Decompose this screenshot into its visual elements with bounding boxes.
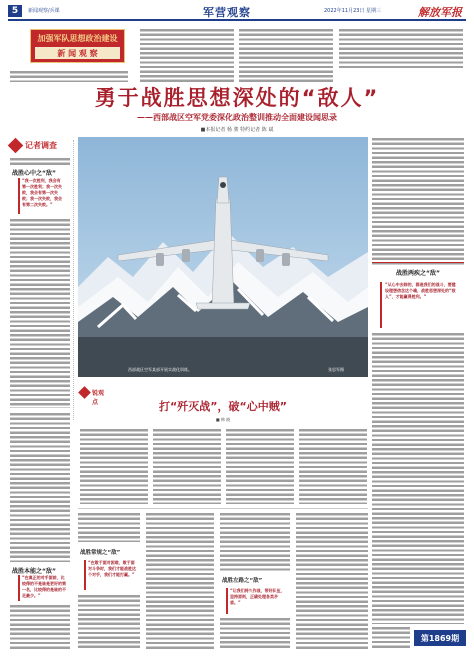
bottom-quote-left [84,560,138,590]
left-quote-1 [18,178,62,214]
byline: ■本报记者 杨 骏 特约记者 陈 斌 [200,126,274,133]
commentary-title: 打“歼灭战”，破“心中贼” [159,400,287,413]
label-icon [8,138,24,154]
bottom-quote-mid [226,588,288,614]
bottom-subhead-mid2 [222,562,264,569]
bottom-subhead-mid: 战胜左路之“敌” [222,578,263,584]
left-text-4 [10,604,70,650]
left-quote-2 [18,575,68,601]
bottom-subhead-left-wrap [78,548,140,558]
left-subhead-2: 战胜本能之“敌” [12,568,56,575]
left-subhead-1: 战胜心中之“敌” [12,170,56,177]
bottom-col-3b-text [220,617,290,650]
masthead: 解放军报 [418,6,462,19]
label-text: 记者调查 [25,141,57,150]
right-quote-text: “从心中去除的，都是我们的战斗，要建设理想信念这个魂，战胜思想深处的“敌人”，才能赢得胜利。” [385,282,456,299]
bottom-col-1-text [78,512,140,542]
commentary-byline: ■ 韩 晓 [215,417,231,422]
intro-col-0 [10,70,128,82]
column-logo [30,29,125,63]
commentary-rule [78,508,368,509]
commentary-col-3 [226,428,294,504]
left-quote-1-text: “我一次胜利，我会有第一次胜利；我一次失败，我会有第一次失败；我一次失败，我会有第二次失败。” [22,178,62,207]
bottom-col-4-text [296,512,368,650]
intro-text [140,28,234,83]
left-text-2 [10,218,70,408]
bottom-subhead-left: 战胜常规之“敌” [80,550,121,556]
photo-caption: 西部战区空军某部开展实战化训练。 [128,367,192,372]
divider-left-1 [73,140,74,420]
right-subhead: 战胜两疾之“敌” [396,269,440,277]
intro-col-3 [339,28,463,68]
commentary-col-2 [153,428,221,504]
commentary-icon [78,386,91,399]
bottom-subhead-mid-wrap [220,576,290,586]
column-logo-bottom: 新 闻 观 察 [35,47,120,59]
section-left: 新闻观察/兵课 [28,8,60,14]
aircraft-photo [78,137,368,377]
header-rule [8,19,466,21]
bottom-quote-left-text: “在敢于面对困难，敢于面对斗争时，我们才能战胜这个对手，我们才能打赢。” [88,560,136,577]
headline: 勇于战胜思想深处的“敌人” [94,86,380,110]
issue-badge: 第1869期 [414,630,466,646]
right-quote [380,282,456,328]
right-text-1 [372,137,464,265]
photo-credit: 张思军摄 [328,367,344,372]
bottom-col-2-text [146,512,214,650]
date-line: 2022年11月23日 星期三 [324,8,382,14]
label-reporter-survey [10,138,70,152]
left-quote-2-text: “在真正的对手面前，比较得的不是谁是更好的第一名，比较得的是谁的不足最少。” [22,575,66,598]
column-logo-top: 加强军队思想政治建设 [37,34,118,43]
right-text-3 [372,626,410,650]
page-number: 5 [8,5,22,17]
commentary-box [78,380,368,505]
bottom-col-1b-text [78,594,140,650]
commentary-col-1 [80,428,148,504]
commentary-label-text: 锐观点 [92,390,105,406]
section-title: 军营观察 [203,6,251,19]
right-text-2 [372,332,464,624]
commentary-col-4 [299,428,367,504]
left-text-3 [10,412,70,562]
subheadline: ——西部战区空军党委深化政治整训推动全面建设闻思录 [137,111,337,122]
bottom-quote-mid-text: “让我们持久作战，带好队伍，坚持原则，正确处理各类矛盾。” [230,588,285,605]
right-subhead-bar [372,262,464,278]
intro-col-2 [239,28,333,83]
main-photo [78,137,368,377]
page-header [8,4,466,20]
left-text-1 [10,157,70,167]
